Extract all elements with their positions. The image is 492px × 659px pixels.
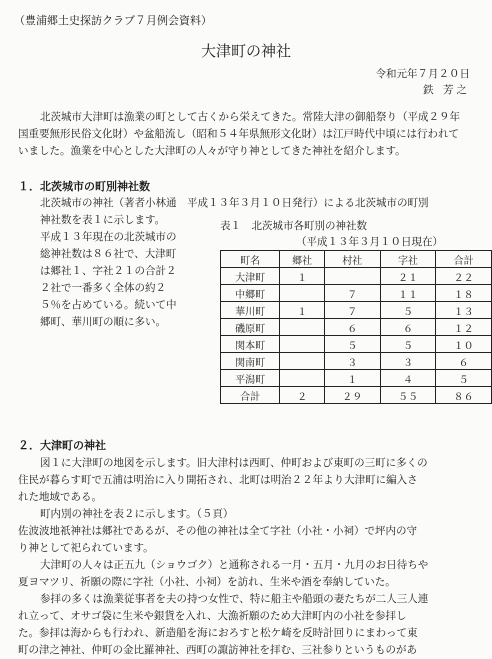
table-cell: ２１ bbox=[380, 268, 436, 285]
section-2-line: 図１に大津町の地図を示します。旧大津村は西町、仲町および東町の三町に多くの bbox=[40, 457, 428, 469]
section-2-heading: ２．大津町の神社 bbox=[18, 439, 106, 452]
table-cell: 華川町 bbox=[221, 302, 280, 319]
table-cell: ３ bbox=[324, 353, 380, 370]
table-cell: 関本町 bbox=[221, 336, 280, 353]
shrine-count-table bbox=[220, 250, 492, 404]
table-total-row bbox=[221, 387, 492, 404]
table-cell: 合計 bbox=[221, 387, 280, 404]
table-cell: ６ bbox=[324, 319, 380, 336]
section-2-line: 町内別の神社を表２に示します。（５頁） bbox=[40, 508, 234, 520]
section-1-side-line: 平成１３年現在の北茨城市の bbox=[40, 231, 177, 243]
table-cell bbox=[324, 268, 380, 285]
section-1-side-line: は郷社１、字社２１の合計２ bbox=[40, 265, 177, 277]
header-cell: 合計 bbox=[436, 251, 492, 268]
table-cell: １２ bbox=[436, 319, 492, 336]
table-cell bbox=[280, 285, 325, 302]
table-cell bbox=[280, 353, 325, 370]
table-row bbox=[221, 370, 492, 387]
section-2-line: 夏ヨマツリ、祈願の際に字社（小社、小祠）を訪れ、生米や酒を奉納していた。 bbox=[18, 576, 396, 588]
section-1-line: 北茨城市の神社（著者小林通 平成１３年３月１０日発行）による北茨城市の町別 bbox=[40, 197, 429, 209]
header-cell: 郷社 bbox=[280, 251, 325, 268]
table-cell: 平潟町 bbox=[221, 370, 280, 387]
table-cell: ２ bbox=[280, 387, 325, 404]
table-subcaption: （平成１３年３月１０日現在） bbox=[296, 236, 443, 248]
section-2-line: 佐波波地祇神社は郷社であるが、その他の神社は全て字社（小社・小祠）で坪内の守 bbox=[18, 525, 417, 537]
table-row bbox=[221, 268, 492, 285]
document-header: （豊浦郷土史探訪クラブ７月例会資料） bbox=[14, 14, 212, 27]
table-cell: 中郷町 bbox=[221, 285, 280, 302]
section-2-paragraph bbox=[18, 455, 486, 659]
table-cell bbox=[280, 370, 325, 387]
section-1-side-line: ２社で一番多く全体の約２ bbox=[40, 282, 166, 294]
table-row bbox=[221, 302, 492, 319]
author-name: 鉄 芳之 bbox=[423, 84, 470, 96]
page-title: 大津町の神社 bbox=[200, 42, 291, 60]
table-cell: ５ bbox=[380, 336, 436, 353]
section-1-heading: １．北茨城市の町別神社数 bbox=[18, 180, 150, 193]
table-cell: 関南町 bbox=[221, 353, 280, 370]
table-cell: １ bbox=[324, 370, 380, 387]
section-1-side-line: ５％を占めている。続いて中 bbox=[40, 299, 177, 311]
table-header-row bbox=[221, 251, 492, 268]
section-2-line: 大津町の人々は正五九（ショウゴク）と通称される一月・五月・九月のお日待ちや bbox=[40, 559, 429, 571]
document-date: 令和元年７月２０日 bbox=[375, 68, 470, 80]
table-cell: ７ bbox=[324, 285, 380, 302]
table-cell: 磯原町 bbox=[221, 319, 280, 336]
table-cell: ２９ bbox=[324, 387, 380, 404]
table-cell: ５５ bbox=[380, 387, 436, 404]
section-2-line: れ立って、オサゴ袋に生米や銀貨を入れ、大漁祈願のため大津町内の小社を参拝し bbox=[18, 610, 407, 622]
section-1-line: 神社数を表１に示します。 bbox=[40, 214, 166, 226]
table-row bbox=[221, 285, 492, 302]
header-cell: 町名 bbox=[221, 251, 280, 268]
section-1-side-text bbox=[40, 229, 205, 331]
intro-line: 北茨城市大津町は漁業の町として古くから栄えてきた。常陸大津の御船祭り（平成２９年 bbox=[40, 111, 460, 123]
table-cell: １８ bbox=[436, 285, 492, 302]
table-cell: １０ bbox=[436, 336, 492, 353]
table-row bbox=[221, 336, 492, 353]
section-2-line: 住民が暮らす町で五浦は明治に入り開拓され、北町は明治２２年より大津町に編入さ bbox=[18, 474, 418, 486]
table-cell bbox=[280, 336, 325, 353]
header-cell: 村社 bbox=[324, 251, 380, 268]
table-cell: ６ bbox=[436, 353, 492, 370]
table-row bbox=[221, 353, 492, 370]
table-cell: ８６ bbox=[436, 387, 492, 404]
section-2-line: た。参拝は海からも行われ、新造船を海におろすと松ケ崎を反時計回りにまわって東 bbox=[18, 627, 418, 639]
section-2-line: り神として祀られています。 bbox=[18, 542, 154, 554]
intro-paragraph bbox=[18, 109, 480, 160]
table-cell: ５ bbox=[324, 336, 380, 353]
table-cell: ４ bbox=[380, 370, 436, 387]
table-cell: １３ bbox=[436, 302, 492, 319]
section-2-line: れた地域である。 bbox=[18, 491, 102, 503]
table-cell: １ bbox=[280, 268, 325, 285]
table-cell: ５ bbox=[436, 370, 492, 387]
table-caption: 表１ 北茨城市各町別の神社数 bbox=[220, 220, 367, 232]
table-cell: ７ bbox=[324, 302, 380, 319]
table-cell: １ bbox=[280, 302, 325, 319]
table-cell: 大津町 bbox=[221, 268, 280, 285]
header-cell: 字社 bbox=[380, 251, 436, 268]
table-cell: ５ bbox=[380, 302, 436, 319]
intro-line: 国重要無形民俗文化財）や盆船流し（昭和５４年県無形文化財）は江戸時代中頃には行われて bbox=[18, 128, 459, 140]
section-1-side-line: 郷町、華川町の順に多い。 bbox=[40, 316, 166, 328]
table-cell: ２２ bbox=[436, 268, 492, 285]
table-cell bbox=[280, 319, 325, 336]
section-1-side-line: 総神社数は８６社で、大津町 bbox=[40, 248, 177, 260]
table-row bbox=[221, 319, 492, 336]
intro-line: いました。漁業を中心とした大津町の人々が守り神としてきた神社を紹介します。 bbox=[18, 145, 406, 157]
section-2-line: 町の津之神社、仲町の金比羅神社、西町の諏訪神社を拝む、三社参りというものがあ bbox=[18, 644, 417, 656]
table-cell: １１ bbox=[380, 285, 436, 302]
section-2-line: 参拝の多くは漁業従事者を夫の持つ女性で、特に船主や船頭の妻たちが二人三人連 bbox=[40, 593, 429, 605]
table-cell: ６ bbox=[380, 319, 436, 336]
table-cell: ３ bbox=[380, 353, 436, 370]
